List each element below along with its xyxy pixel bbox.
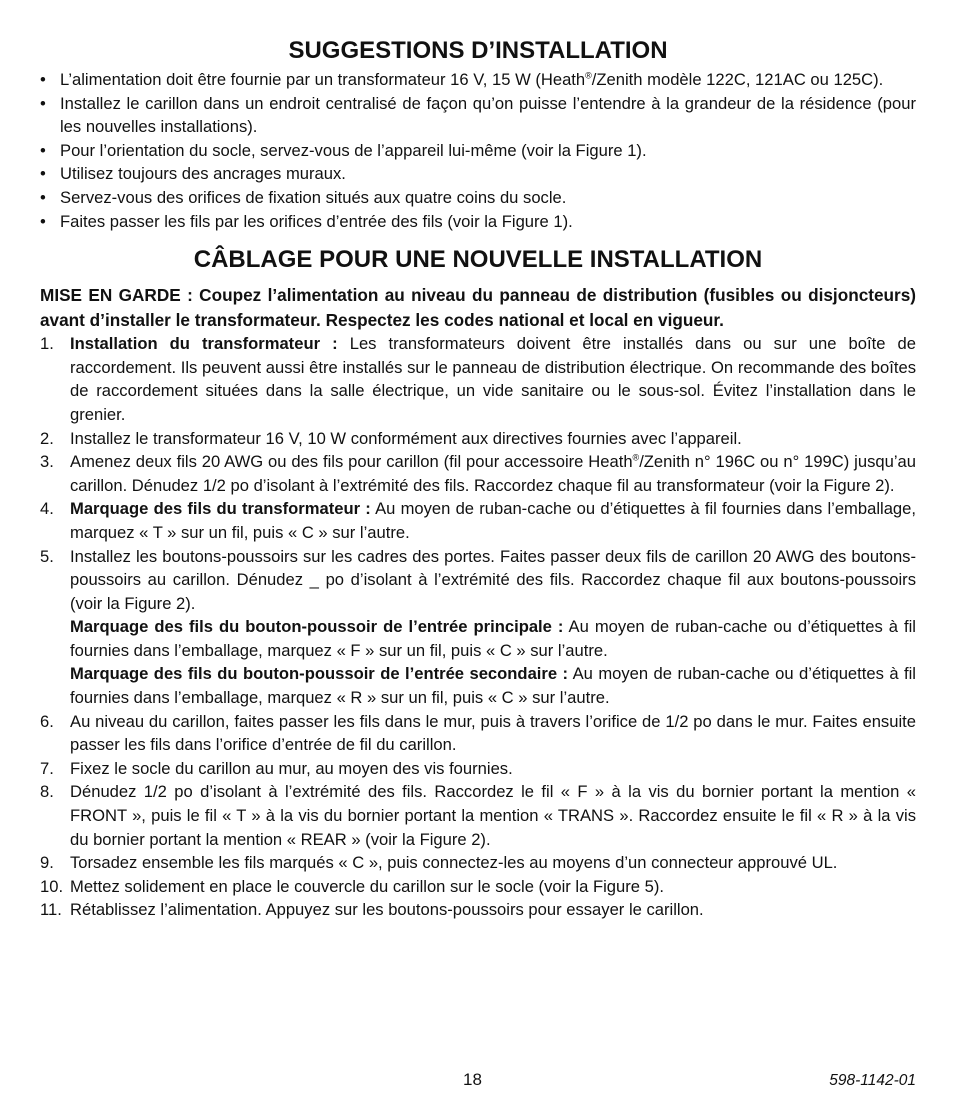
suggestion-item <box>40 68 916 92</box>
step-number: 10. <box>40 876 64 896</box>
step-text: Mettez solidement en place le couvercle du carillon sur le socle (voir la Figure 5). <box>70 876 664 896</box>
wiring-step <box>40 497 916 544</box>
suggestion-text: Pour l’orientation du socle, servez-vous de l’appareil lui-même (voir la Figure 1). <box>60 140 647 160</box>
step-number: 3. <box>40 452 54 472</box>
step-text: Torsadez ensemble les fils marqués « C », puis connectez-les au moyens d’un connecteur approuvé UL. <box>70 853 838 873</box>
registered-mark: ® <box>632 452 640 463</box>
wiring-step <box>40 427 916 451</box>
step-text: Dénudez 1/2 po d’isolant à l’extrémité des fils. Raccordez le fil « F » à la vis du bornier portant la mention « FRONT », puis le fil « T » à la vis du bornier portant la mention « TRANS ». Raccordez ensuite le fil « R » à la vis du bornier portant la mention « REAR » (voir la Figure 2). <box>70 782 916 849</box>
wiring-step <box>40 757 916 781</box>
wiring-step <box>40 780 916 851</box>
step-number: 6. <box>40 711 54 731</box>
wiring-step <box>40 875 916 899</box>
suggestion-text: L’alimentation doit être fournie par un transformateur 16 V, 15 W (Heath®/Zenith modèle 122C, 121AC ou 125C). <box>60 70 884 89</box>
wiring-step <box>40 450 916 497</box>
suggestions-list <box>40 68 916 233</box>
suggestion-text: Installez le carillon dans un endroit centralisé de façon qu’on puisse l’entendre à la grandeur de la résidence (pour les nouvelles installations). <box>60 93 916 137</box>
bullet-glyph: • <box>40 211 46 231</box>
document-reference: 598-1142-01 <box>829 1072 916 1089</box>
step-text: Marquage des fils du transformateur : Au moyen de ruban-cache ou d’étiquettes à fil fournies dans l’emballage, marquez « T » sur un fil, puis « C » sur l’autre. <box>70 499 916 542</box>
step-number: 9. <box>40 853 54 873</box>
step-text: Au niveau du carillon, faites passer les fils dans le mur, puis à travers l’orifice de 1/2 po dans le mur. Faites ensuite passer les fils dans l’orifice d’entrée de fil du carillon. <box>70 711 916 755</box>
suggestion-text: Servez-vous des orifices de fixation situés aux quatre coins du socle. <box>60 187 567 207</box>
wiring-steps-list <box>40 332 916 922</box>
wiring-step <box>40 898 916 922</box>
step-text: Installez les boutons-poussoirs sur les cadres des portes. Faites passer deux fils de carillon 20 AWG des boutons-poussoirs au carillon. Dénudez _ po d’isolant à l’extrémité des fils. Raccordez chaque fil aux boutons-poussoirs (voir la Figure 2). Marquage des fils du bouton-poussoir de l’entrée principale : Au moyen de ruban-cache ou d’étiquettes à fil fournies dans l’emballage, marquez « F » sur un fil, puis « C » sur l’autre. Marquage des fils du bouton-poussoir de l’entrée secondaire : Au moyen de ruban-cache ou d’étiquettes à fil fournies dans l’emballage, marquez « R » sur un fil, puis « C » sur l’autre. <box>70 545 916 710</box>
step-subparagraph: Marquage des fils du bouton-poussoir de l’entrée secondaire : Au moyen de ruban-cache ou d’étiquettes à fil fournies dans l’emballage, marquez « R » sur un fil, puis « C » sur l’autre. <box>70 664 916 708</box>
page-number: 18 <box>463 1070 482 1089</box>
section-title-new-installation-wiring: CÂBLAGE POUR UNE NOUVELLE INSTALLATION <box>193 246 763 274</box>
suggestion-text: Utilisez toujours des ancrages muraux. <box>60 164 346 184</box>
bullet-glyph: • <box>40 93 46 113</box>
bullet-glyph: • <box>40 70 46 89</box>
step-number: 8. <box>40 782 54 802</box>
step-number: 1. <box>40 334 54 354</box>
bullet-glyph: • <box>40 187 46 207</box>
step-subheading: Marquage des fils du bouton-poussoir de l’entrée principale : <box>70 617 564 637</box>
step-number: 5. <box>40 546 54 566</box>
step-text: Fixez le socle du carillon au mur, au moyen des vis fournies. <box>70 758 513 778</box>
wiring-step <box>40 545 916 710</box>
step-text: Installez le transformateur 16 V, 10 W conformément aux directives fournies avec l’appareil. <box>70 428 742 448</box>
step-subheading: Marquage des fils du bouton-poussoir de l’entrée secondaire : <box>70 664 569 684</box>
suggestion-item <box>40 210 916 234</box>
step-number: 4. <box>40 499 54 519</box>
section-title-installation-suggestions: SUGGESTIONS D’INSTALLATION <box>288 37 668 64</box>
step-text: Installation du transformateur : Les transformateurs doivent être installés dans ou sur une boîte de raccordement. Ils peuvent aussi être installés sur le panneau de distribution électrique. On recommande des boîtes de raccordement situées dans la salle électrique, un vide sanitaire ou le sous-sol. Évitez l’installation dans le grenier. <box>70 334 916 424</box>
wiring-step <box>40 851 916 875</box>
registered-mark: ® <box>585 70 592 81</box>
suggestion-item <box>40 92 916 139</box>
step-number: 11. <box>40 900 62 920</box>
wiring-step <box>40 710 916 757</box>
suggestion-text: Faites passer les fils par les orifices d’entrée des fils (voir la Figure 1). <box>60 211 573 231</box>
page-content <box>40 36 916 922</box>
suggestion-item <box>40 186 916 210</box>
caution-warning: MISE EN GARDE : Coupez l’alimentation au niveau du panneau de distribution (fusibles ou disjoncteurs) avant d’installer le transformateur. Respectez les codes national et local en vigueur. <box>40 285 916 330</box>
step-number: 2. <box>40 428 54 448</box>
step-heading: Installation du transformateur : <box>70 334 338 354</box>
suggestion-item <box>40 162 916 186</box>
step-text: Rétablissez l’alimentation. Appuyez sur les boutons-poussoirs pour essayer le carillon. <box>70 900 704 920</box>
step-subparagraph: Marquage des fils du bouton-poussoir de l’entrée principale : Au moyen de ruban-cache ou d’étiquettes à fil fournies dans l’emballage, marquez « F » sur un fil, puis « C » sur l’autre. <box>70 617 916 660</box>
step-heading: Marquage des fils du transformateur : <box>70 499 371 519</box>
wiring-step <box>40 332 916 426</box>
step-number: 7. <box>40 758 54 778</box>
bullet-glyph: • <box>40 140 46 160</box>
bullet-glyph: • <box>40 164 46 184</box>
step-text: Amenez deux fils 20 AWG ou des fils pour carillon (fil pour accessoire Heath®/Zenith n° 196C ou n° 199C) jusqu’au carillon. Dénudez 1/2 po d’isolant à l’extrémité des fils. Raccordez chaque fil au transformateur (voir la Figure 2). <box>70 452 916 495</box>
suggestion-item <box>40 139 916 163</box>
